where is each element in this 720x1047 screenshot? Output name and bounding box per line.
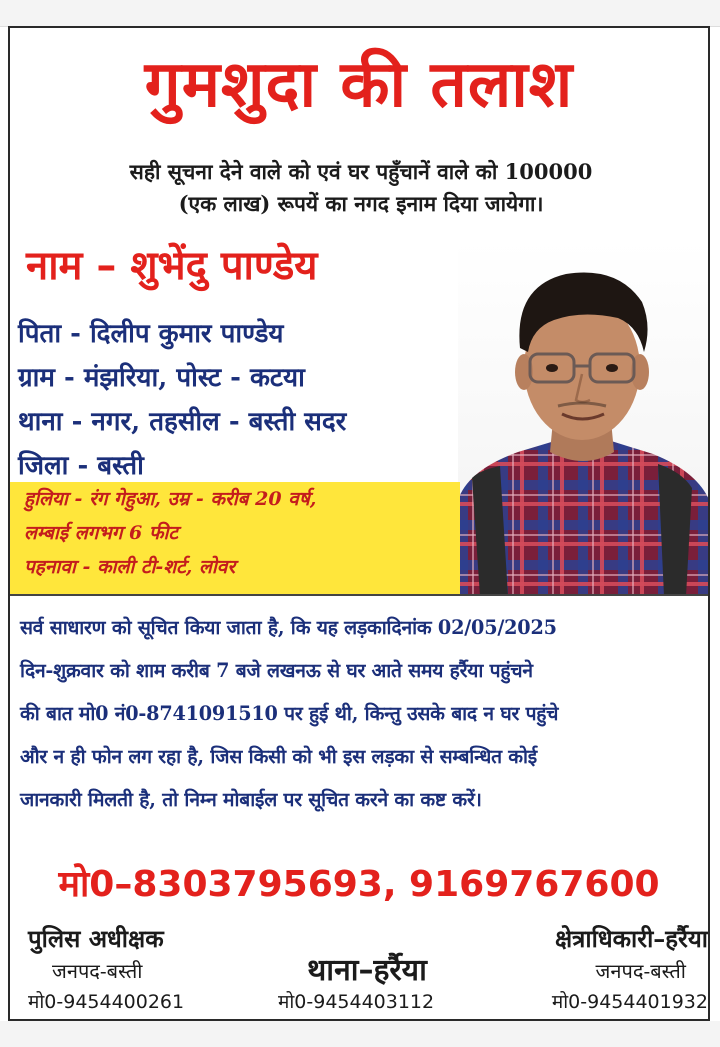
father-name: पिता - दिलीप कुमार पाण्डेय — [18, 319, 284, 349]
clothing-line: पहनावा - काली टी-शर्ट, लोवर — [24, 556, 236, 578]
person-name: नाम – शुभेंदु पाण्डेय — [26, 243, 318, 289]
contact-numbers: मो0–8303795693, 9169767600 — [58, 864, 660, 905]
notice-line-2: दिन-शुक्रवार को शाम करीब 7 बजे लखनऊ से घर आते समय हर्रैया पहुंचने — [20, 659, 533, 682]
notice-line-3: की बात मो0 नं0-8741091510 पर हुई थी, किन्तु उसके बाद न घर पहुंचे — [20, 702, 559, 725]
person-photo — [458, 240, 710, 596]
height-line: लम्बाई लगभग 6 फीट — [24, 522, 178, 544]
missing-person-poster — [8, 26, 710, 1021]
signatory-right-title: क्षेत्राधिकारी–हर्रैया — [554, 924, 708, 953]
top-margin — [0, 0, 720, 27]
district: जिला - बस्ती — [18, 451, 144, 481]
notice-line-5: जानकारी मिलती है, तो निम्न मोबाईल पर सूचित करने का कष्ट करें। — [20, 788, 482, 811]
signatory-center-title: थाना–हर्रैया — [307, 953, 427, 988]
reward-line-2: (एक लाख) रूपयें का नगद इनाम दिया जायेगा। — [178, 191, 544, 216]
police-station-tehsil: थाना - नगर, तहसील - बस्ती सदर — [18, 407, 347, 437]
reward-notice — [30, 156, 692, 220]
public-notice — [20, 606, 704, 821]
signatory-center-mobile: मो0-9454403112 — [278, 991, 435, 1013]
appearance-line: हुलिया - रंग गेहुआ, उम्र - करीब 20 वर्ष, — [24, 488, 317, 510]
description-highlight — [10, 482, 460, 594]
reward-line-1: सही सूचना देने वाले को एवं घर पहुँचानें वाले को 100000 — [129, 159, 593, 184]
signatory-left-title: पुलिस अधीक्षक — [28, 924, 164, 953]
signatory-right-subtitle: जनपद-बस्ती — [595, 959, 686, 983]
bottom-margin — [0, 1021, 720, 1047]
poster-headline: गुमशुदा की तलाश — [144, 48, 574, 122]
section-divider — [10, 594, 708, 596]
notice-line-1: सर्व साधारण को सूचित किया जाता है, कि यह लड़कादिनांक 02/05/2025 — [20, 616, 557, 639]
notice-line-4: और न ही फोन लग रहा है, जिस किसी को भी इस लड़का से सम्बन्धित कोई — [20, 745, 538, 768]
person-details — [18, 312, 458, 488]
signatory-center — [278, 986, 434, 1018]
signatory-left-mobile: मो0-9454400261 — [28, 991, 185, 1013]
signatory-right — [498, 922, 708, 1018]
signatory-left-subtitle: जनपद-बस्ती — [52, 959, 143, 983]
village-post: ग्राम - मंझरिया, पोस्ट - कटया — [18, 363, 305, 393]
signatory-left — [28, 922, 184, 1018]
signatory-right-mobile: मो0-9454401932 — [551, 991, 708, 1013]
